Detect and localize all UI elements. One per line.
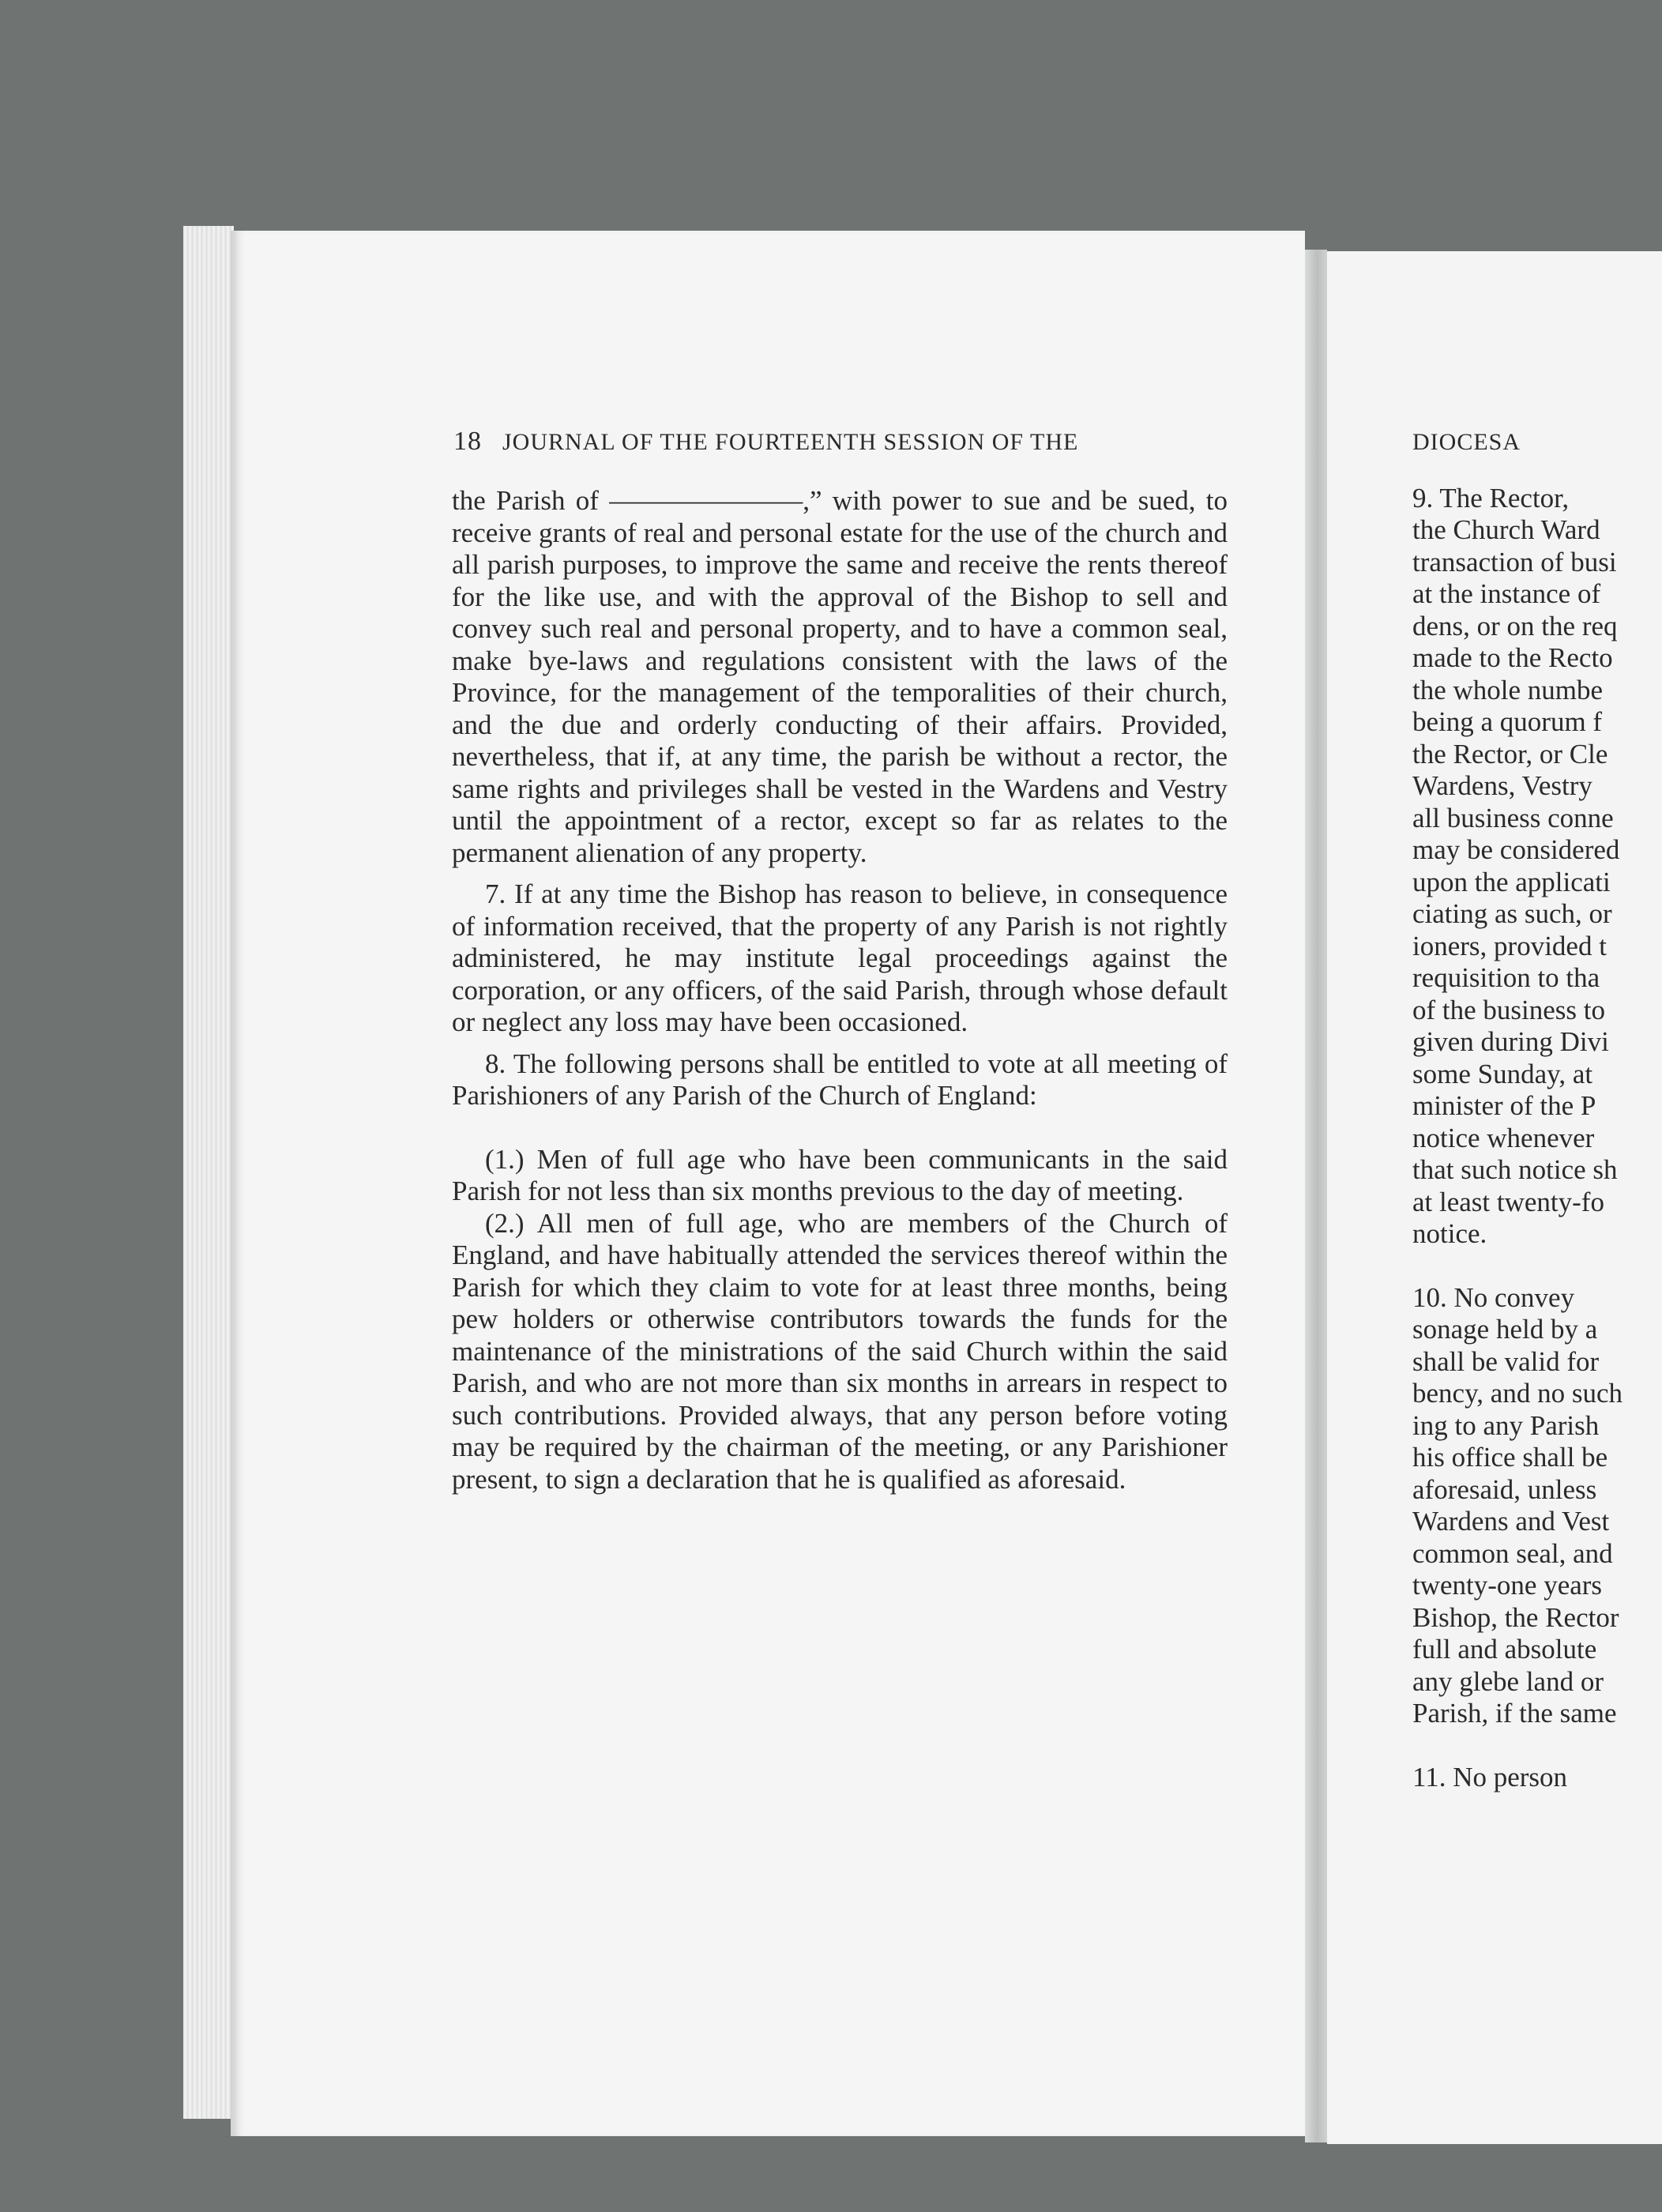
right-line: Wardens and Vest (1412, 1506, 1610, 1537)
right-line: aforesaid, unless (1412, 1473, 1597, 1505)
right-line: 10. No convey (1412, 1281, 1575, 1313)
right-line: the whole numbe (1412, 674, 1604, 705)
right-line: notice. (1412, 1218, 1487, 1249)
right-line: transaction of busi (1412, 546, 1617, 577)
right-line: the Church Ward (1412, 514, 1600, 545)
paragraph-parish-corporation: the Parish of ———————,” with power to sue and be sued, to receive grants of real and personal estate for the use of the church and all parish purposes, to improve the same and receive the rents thereof for the like use, and with the approval of the Bishop to sell and convey such real and personal property, and to have a common seal, make bye-laws and regulations consistent with the laws of the Province, for the management of the temporalities of their church, and the due and orderly conducting of their affairs. Provided, nevertheless, that if, at any time, the parish be without a rector, the same rights and privileges shall be vested in the Wardens and Vestry until the appointment of a rector, except so far as relates to the permanent alienation of any property. (452, 485, 1228, 868)
right-line: full and absolute (1412, 1634, 1597, 1665)
right-line: minister of the P (1412, 1090, 1596, 1121)
page-stack-edges (183, 226, 234, 2119)
right-line: bency, and no such (1412, 1378, 1623, 1409)
right-line: may be considered (1412, 834, 1620, 865)
book-gutter (1305, 250, 1327, 2142)
right-line: requisition to tha (1412, 962, 1600, 993)
left-text-column (452, 485, 1228, 1495)
right-line: some Sunday, at (1412, 1058, 1593, 1089)
right-line: 11. No person (1412, 1761, 1568, 1793)
right-line: given during Divi (1412, 1026, 1609, 1057)
page-number: 18 (453, 427, 482, 456)
paragraph-clause-1: (1.) Men of full age who have been communicants in the said Parish for not less than six months previous to the day of meeting. (452, 1143, 1228, 1206)
right-line: any glebe land or (1412, 1665, 1604, 1697)
right-line: shall be valid for (1412, 1345, 1600, 1377)
right-line: his office shall be (1412, 1442, 1608, 1473)
left-running-head (453, 427, 1164, 461)
right-line-blank (1412, 1251, 1662, 1282)
paragraph-clause-2: (2.) All men of full age, who are members of the Church of England, and have habitually attended the services thereof within the Parish for which they claim to vote for at least three months, being pew holders or otherwise contributors towards the funds for the maintenance of the ministrations of the said Church within the said Parish, and who are not more than six months in arrears in respect to such contributions. Provided always, that any person before voting may be required by the chairman of the meeting, or any Parishioner present, to sign a declaration that he is qualified as aforesaid. (452, 1207, 1228, 1495)
running-head-text: JOURNAL OF THE FOURTEENTH SESSION OF THE (502, 429, 1079, 455)
right-line: ciating as such, or (1412, 898, 1612, 929)
paragraph-section-7: 7. If at any time the Bishop has reason to believe, in consequence of information received, that the property of any Parish is not rightly administered, he may institute legal proceedings against the corporation, or any officers, of the said Parish, through whose default or neglect any loss may have been occasioned. (452, 878, 1228, 1037)
right-line: of the business to (1412, 994, 1606, 1025)
right-line: twenty-one years (1412, 1570, 1603, 1601)
right-line: upon the applicati (1412, 866, 1611, 897)
right-text-column (1412, 427, 1662, 1793)
right-line: dens, or on the req (1412, 610, 1618, 641)
right-line: Bishop, the Rector (1412, 1601, 1619, 1633)
right-line: at least twenty-fo (1412, 1186, 1604, 1217)
right-line: all business conne (1412, 802, 1614, 833)
right-line: ing to any Parish (1412, 1409, 1600, 1441)
right-line: 9. The Rector, (1412, 482, 1570, 514)
right-line: at the instance of (1412, 578, 1601, 609)
right-line-blank (1412, 1730, 1662, 1762)
right-line: Parish, if the same (1412, 1698, 1617, 1729)
right-line: sonage held by a (1412, 1314, 1598, 1345)
right-line: that such notice sh (1412, 1154, 1618, 1185)
right-line: ioners, provided t (1412, 930, 1607, 961)
right-line: Wardens, Vestry (1412, 770, 1592, 801)
right-running-head: DIOCESA (1412, 429, 1521, 455)
right-line: notice whenever (1412, 1122, 1595, 1153)
paragraph-section-8: 8. The following persons shall be entitled to vote at all meeting of Parishioners of any Parish of the Church of England: (452, 1048, 1228, 1111)
right-line: being a quorum f (1412, 706, 1603, 737)
right-line: the Rector, or Cle (1412, 738, 1608, 769)
right-line: made to the Recto (1412, 642, 1613, 673)
right-line: common seal, and (1412, 1537, 1613, 1569)
